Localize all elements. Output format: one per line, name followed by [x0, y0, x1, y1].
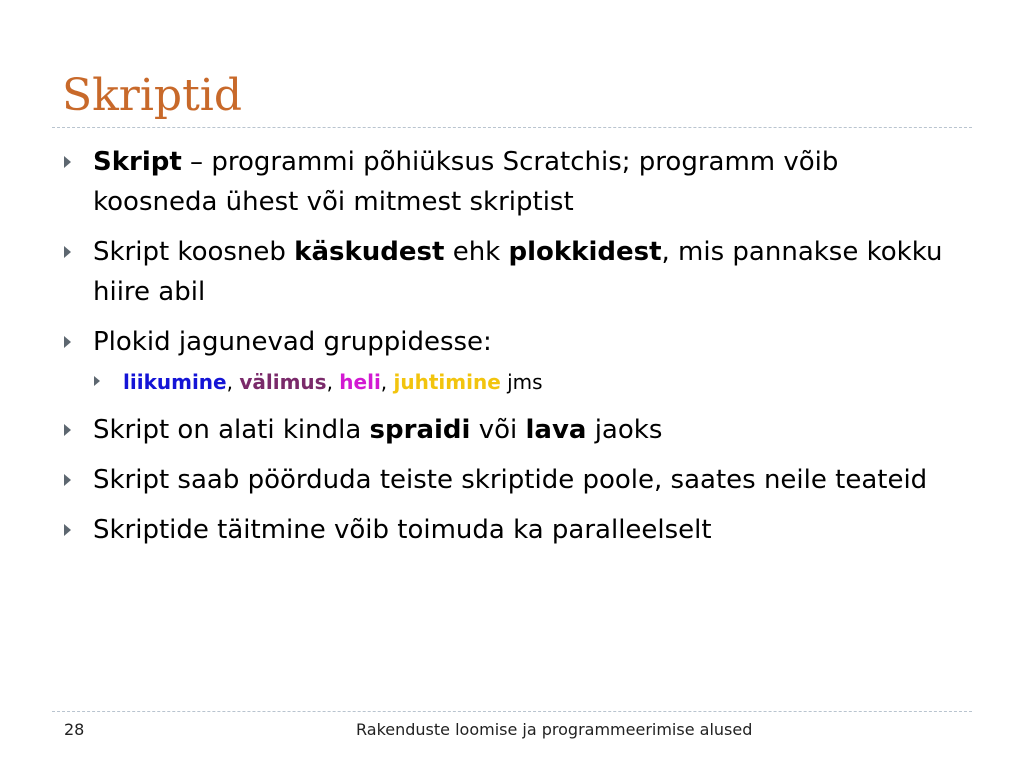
title-divider	[52, 127, 972, 128]
bullet-arrow-icon	[64, 474, 71, 486]
bullet-item	[64, 460, 944, 500]
bullet-text: või	[470, 415, 526, 445]
term-kaskudest: käskudest	[294, 237, 445, 267]
bullet-text: Skript koosneb	[93, 237, 295, 267]
bullet-arrow-icon	[64, 336, 71, 348]
bullet-text: Skript on alati kindla	[93, 415, 370, 445]
bullet-item	[64, 410, 944, 450]
bullet-arrow-icon	[64, 246, 71, 258]
bullet-item	[64, 232, 944, 312]
bullet-item	[64, 142, 944, 222]
bullet-list	[64, 142, 944, 560]
separator: ,	[380, 370, 394, 394]
bullet-text: Skriptide täitmine võib toimuda ka paralleelselt	[93, 515, 712, 545]
bullet-text: Plokid jagunevad gruppidesse:	[93, 327, 492, 357]
group-valimus: välimus	[239, 370, 327, 394]
term-spraidi: spraidi	[369, 415, 471, 445]
bullet-arrow-icon	[64, 156, 71, 168]
sub-bullet-arrow-icon	[94, 376, 100, 386]
term-plokkidest: plokkidest	[508, 237, 662, 267]
footer-divider	[52, 711, 972, 712]
term-skript: Skript	[93, 147, 182, 177]
group-heli: heli	[339, 370, 381, 394]
bullet-text: jms	[500, 370, 543, 394]
page-number: 28	[64, 720, 85, 739]
bullet-item	[64, 510, 944, 550]
footer-title: Rakenduste loomise ja programmeerimise alused	[356, 720, 753, 739]
term-lava: lava	[525, 415, 587, 445]
bullet-text: Skript saab pöörduda teiste skriptide poole, saates neile teateid	[93, 465, 928, 495]
bullet-text: , mis pannakse kokku hiire abil	[93, 237, 943, 307]
bullet-item	[64, 322, 944, 362]
slide-title: Skriptid	[62, 70, 242, 121]
bullet-text: jaoks	[586, 415, 663, 445]
separator: ,	[326, 370, 340, 394]
group-juhtimine: juhtimine	[393, 370, 501, 394]
bullet-arrow-icon	[64, 524, 71, 536]
sub-bullet-item	[64, 366, 944, 398]
group-liikumine: liikumine	[123, 370, 227, 394]
bullet-arrow-icon	[64, 424, 71, 436]
bullet-text: – programmi põhiüksus Scratchis; programm võib koosneda ühest või mitmest skriptist	[93, 147, 839, 217]
separator: ,	[226, 370, 240, 394]
bullet-text: ehk	[444, 237, 509, 267]
